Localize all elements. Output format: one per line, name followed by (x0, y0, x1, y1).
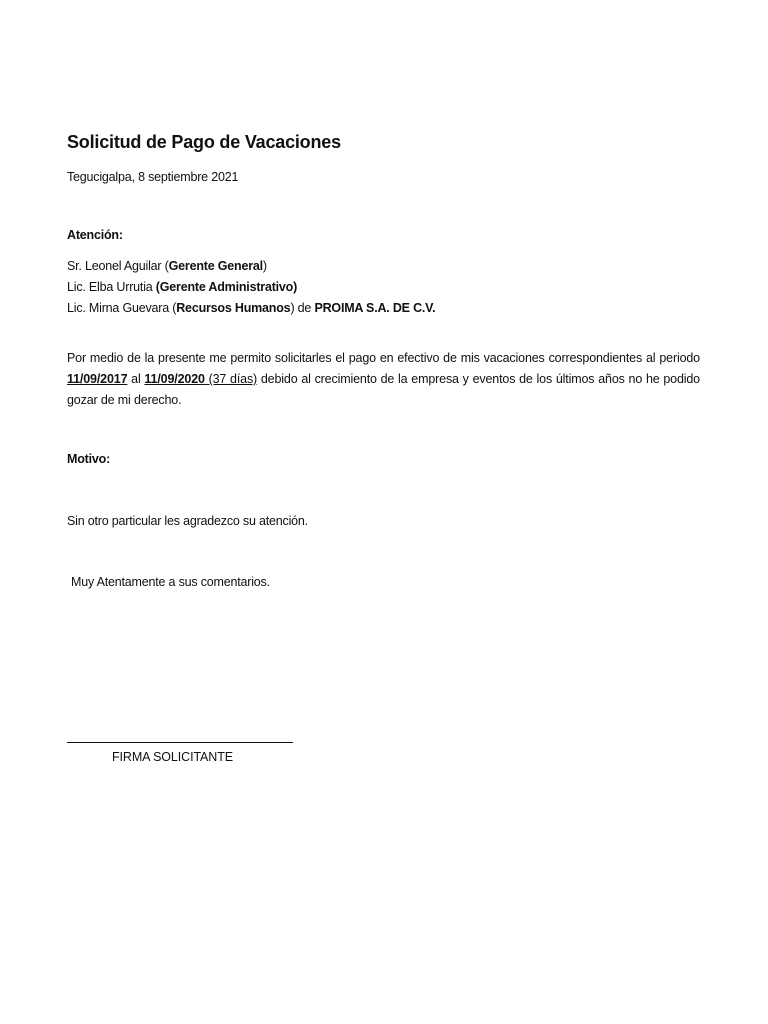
company-name: PROIMA S.A. DE C.V. (314, 301, 436, 315)
request-paragraph (67, 348, 700, 411)
recipient-list (67, 256, 435, 319)
signature-line (67, 742, 293, 743)
paragraph-text: debido al crecimiento de la empresa y eventos de los últimos años no he podido gozar de mi derecho. (67, 372, 700, 407)
thanks-text: Sin otro particular les agradezco su atención. (67, 514, 308, 528)
motivo-label: Motivo: (67, 452, 111, 466)
recipient-name: Sr. Leonel Aguilar ( (67, 259, 169, 273)
recipient-suffix: ) de (290, 301, 315, 315)
paragraph-text: Por medio de la presente me permito solicitarles el pago en efectivo de mis vacaciones correspondientes al periodo (67, 351, 700, 365)
recipient-item (67, 277, 435, 298)
recipient-item (67, 298, 435, 319)
recipient-item (67, 256, 435, 277)
place-date: Tegucigalpa, 8 septiembre 2021 (67, 170, 239, 184)
recipient-name: Lic. Elba Urrutia (67, 280, 156, 294)
recipient-suffix: ) (262, 259, 267, 273)
document-title: Solicitud de Pago de Vacaciones (67, 132, 341, 152)
recipient-role: Gerente General (168, 259, 263, 273)
period-end-date: 11/09/2020 (144, 372, 205, 386)
recipient-role: Recursos Humanos (176, 301, 291, 315)
closing-text: Muy Atentamente a sus comentarios. (71, 575, 270, 589)
recipient-role: (Gerente Administrativo) (155, 280, 298, 294)
attention-label: Atención: (67, 228, 123, 242)
period-start-date: 11/09/2017 (67, 372, 128, 386)
period-days: (37 días) (204, 372, 258, 386)
recipient-name: Lic. Mirna Guevara ( (67, 301, 177, 315)
signature-label: FIRMA SOLICITANTE (112, 750, 233, 764)
paragraph-text: al (127, 372, 145, 386)
